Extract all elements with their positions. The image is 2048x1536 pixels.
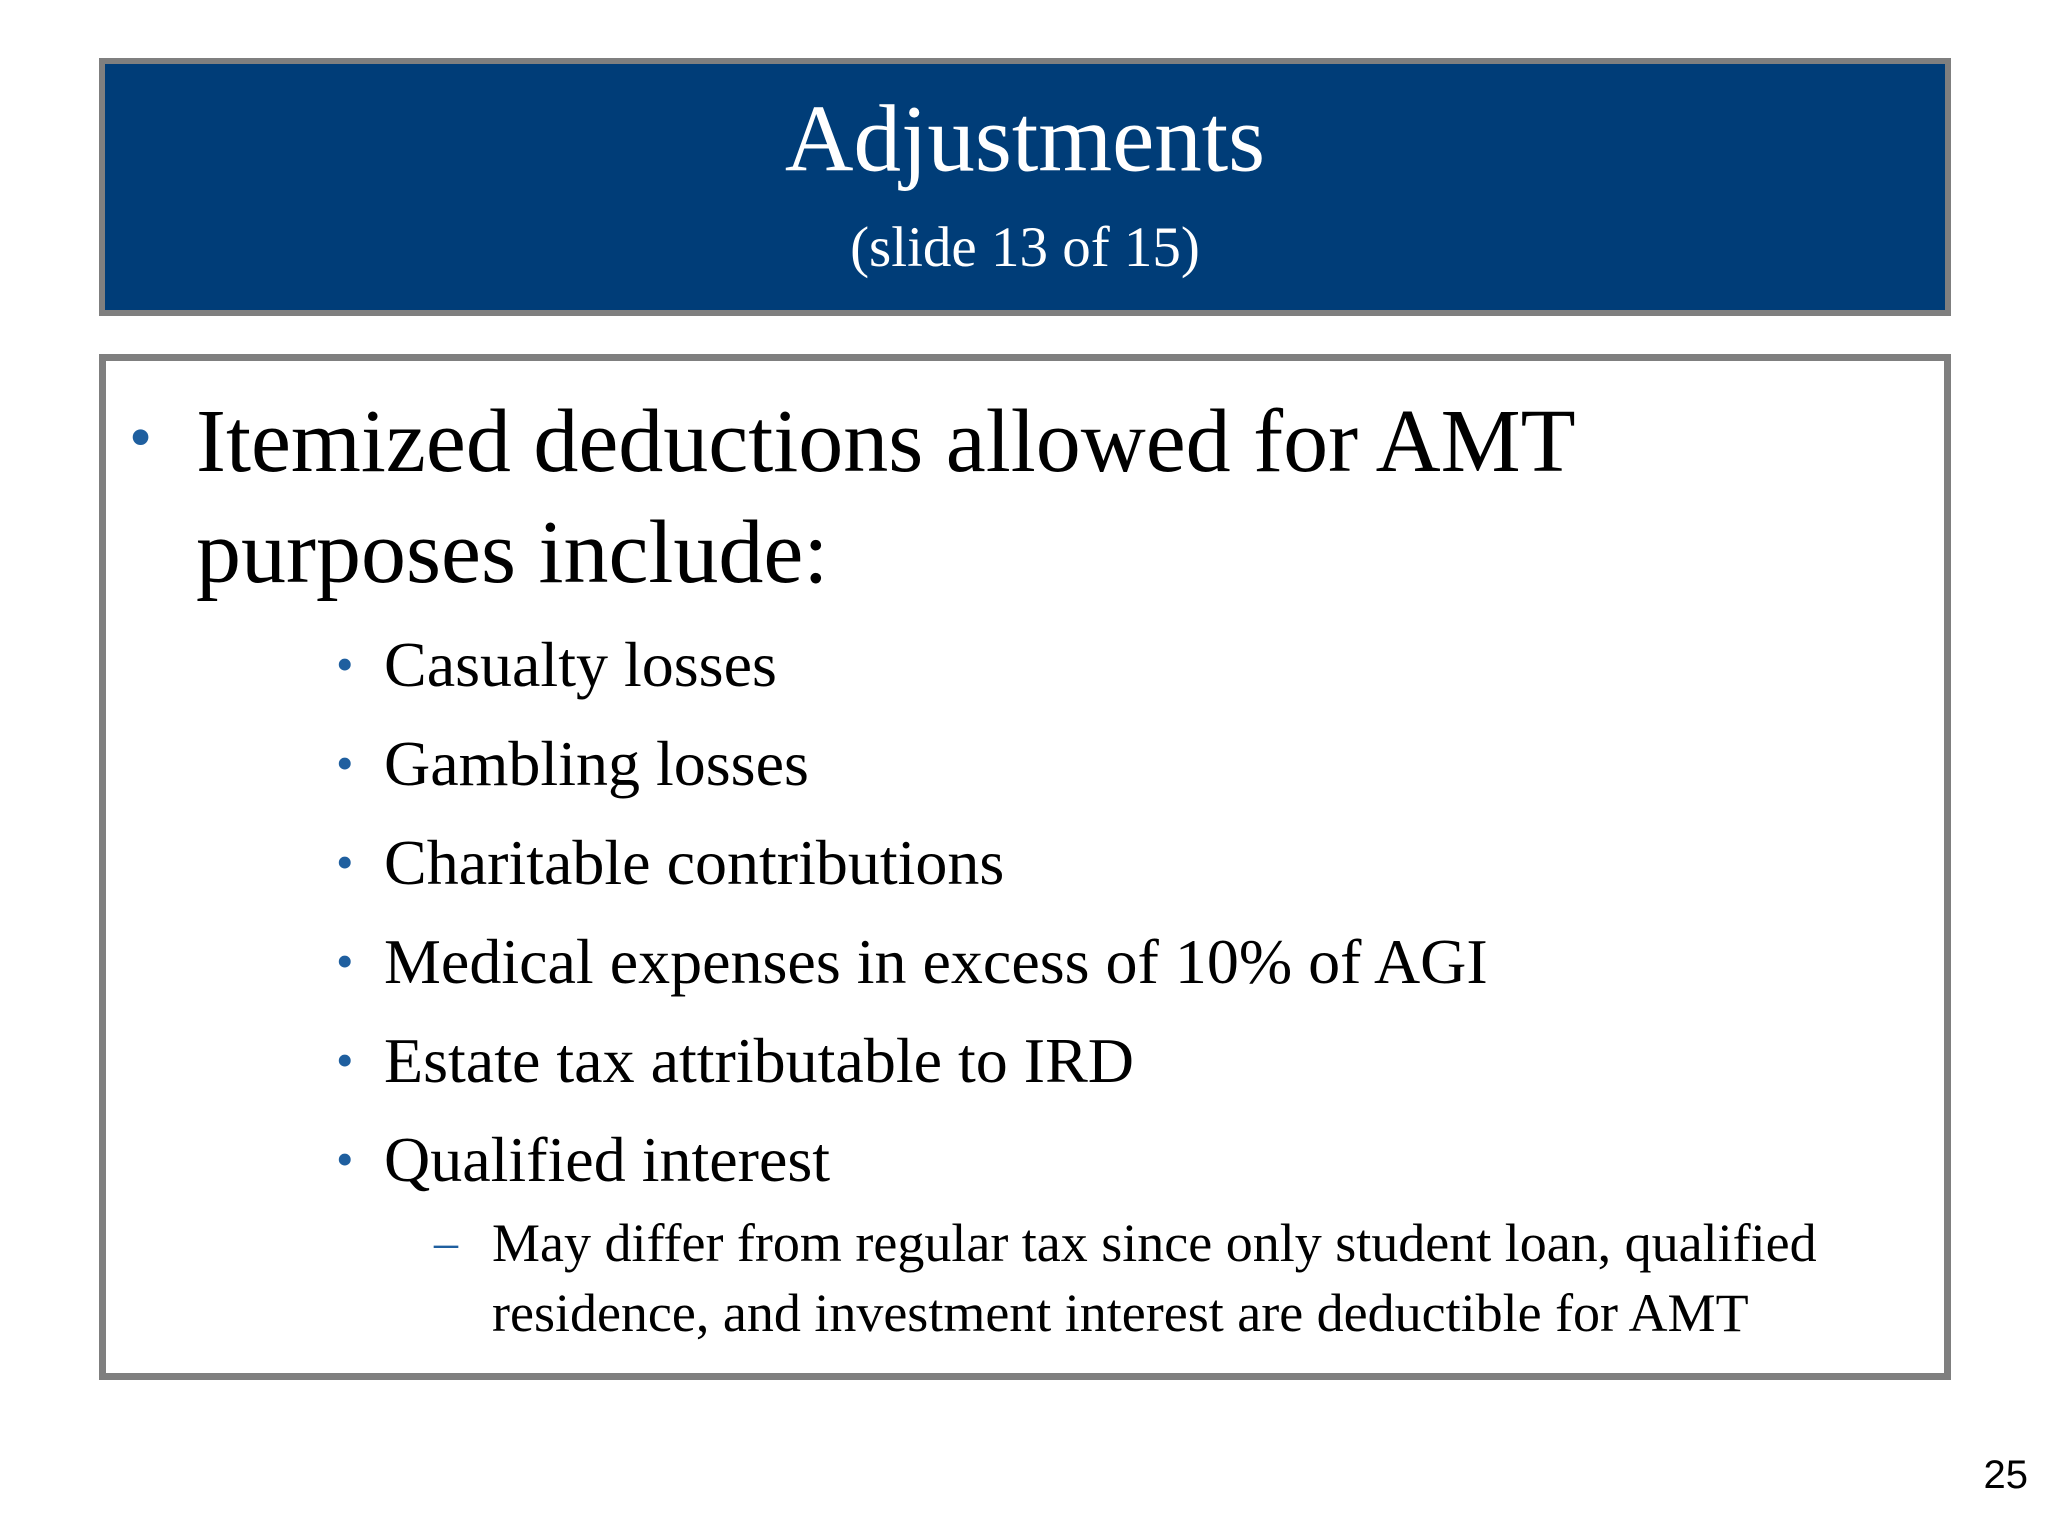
sub-bullet-text: Medical expenses in excess of 10% of AGI — [384, 926, 1488, 997]
slide-title: Adjustments — [784, 85, 1266, 192]
bullet-icon: • — [336, 834, 354, 890]
sub-bullet-item — [336, 1011, 1488, 1110]
bullet-icon: • — [336, 735, 354, 791]
sub-bullet-text: Estate tax attributable to IRD — [384, 1025, 1134, 1096]
slide-subtitle: (slide 13 of 15) — [850, 215, 1200, 279]
bullet-icon: • — [336, 1131, 354, 1187]
content-panel — [99, 354, 1951, 1380]
sub-bullet-text: Qualified interest — [384, 1124, 831, 1195]
sub-bullet-item — [336, 1110, 1488, 1209]
dash-icon: – — [434, 1216, 458, 1269]
sub-bullet-item — [336, 813, 1488, 912]
sub-bullet-item — [336, 912, 1488, 1011]
sub-bullet-item — [336, 615, 1488, 714]
sub-bullet-text: Gambling losses — [384, 728, 809, 799]
bullet-icon: • — [336, 636, 354, 692]
sub-bullet-text: Casualty losses — [384, 629, 777, 700]
title-banner — [99, 58, 1951, 316]
main-bullet-text: Itemized deductions allowed for AMT purposes include: — [196, 392, 1574, 602]
sub-bullet-item — [336, 714, 1488, 813]
bullet-icon: • — [336, 933, 354, 989]
bullet-icon: • — [129, 401, 153, 474]
sub-bullet-list — [336, 615, 1488, 1209]
sub-bullet-text: Charitable contributions — [384, 827, 1005, 898]
page-number: 25 — [1983, 1453, 2028, 1497]
sub-sub-bullet-text: May differ from regular tax since only student loan, qualified residence, and investment interest are deductible for AMT — [492, 1213, 1817, 1343]
bullet-icon: • — [336, 1032, 354, 1088]
